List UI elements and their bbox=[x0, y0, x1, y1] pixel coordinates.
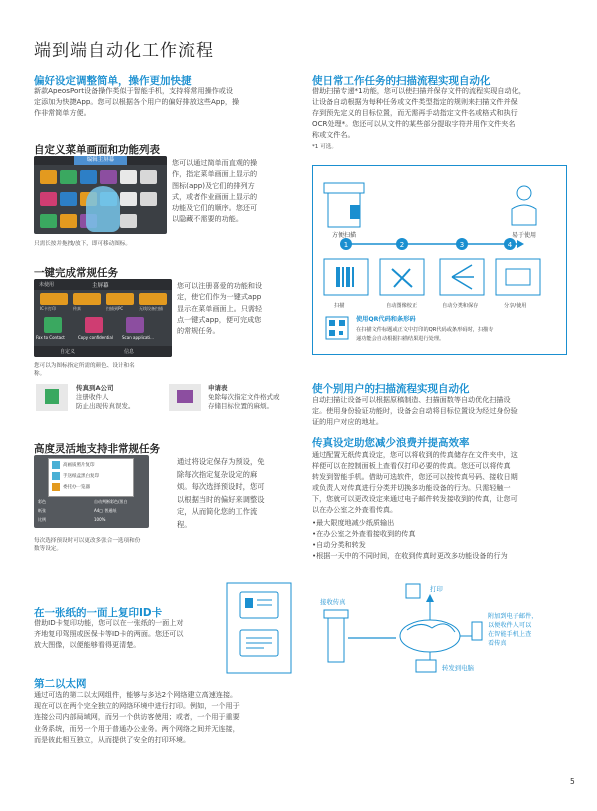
scan-flow-diagram bbox=[312, 165, 567, 355]
hand-icon bbox=[86, 186, 120, 232]
one-touch-screenshot: 未使用 主屏幕 IC卡打印 传真 扫描到PC 无线设备扫描 Fax to Contact Copy confidential Scan applicati... 自定义 信息 bbox=[34, 279, 172, 357]
text-fax: 通过配置无纸传真设定，您可以将收到的传真储存在文件夹中，这 样便可以在控制面板上查看仅打印必要的传真。您还可以将传真 转发到智能手机。借助可选软件，您还可以按传真号码、接收日期 或负责人对传真进行分类并切换多功能设备的行为。只需轻触一 下，您就可以更改设定来通过电子邮件转发接收到的传真，让您可 以在办公室之外查看传真。 bbox=[312, 450, 518, 515]
fax-bullets: •最大限度地减少纸质输出 •在办公室之外查看接收到的传真 •自动分类和转发 •根据一天中的不同时间，在收到传真时更改多功能设备的行为 bbox=[312, 518, 508, 561]
heading-user-scan: 使个别用户的扫描流程实现自动化 bbox=[312, 383, 470, 395]
presets-screenshot: 高画质照片复印 手送纸盒黑白复印 委托办一览器 彩色 自动判断彩色/黑白 纸张 A4□ 普通纸 比例 100% bbox=[34, 455, 149, 528]
text-one-touch: 您可以注册喜爱的功能和设 定，使它们作为一键式app 显示在菜单画面上。只需轻 点一键式app，便可完成您 的常规任务。 bbox=[177, 281, 263, 336]
heading-preferences: 偏好设定调整简单，操作更加快捷 bbox=[34, 75, 192, 87]
id-card-illustration bbox=[226, 582, 292, 674]
page-title: 端到端自动化工作流程 bbox=[34, 41, 214, 61]
text-user-scan: 自动扫描让设备可以根据原稿制造、扫描面数等自动优化扫描设 定。使用身份验证功能时，设备会自动将目标位置设为经过身份验 证的用户对应的地址。 bbox=[312, 395, 518, 427]
screen-title: 编辑主屏幕 bbox=[74, 156, 127, 165]
heading-presets: 高度灵活地支持非常规任务 bbox=[34, 443, 160, 455]
fax-email-4: 看传真 bbox=[488, 640, 507, 647]
step-label-3: 自动分类和保存 bbox=[442, 303, 479, 309]
fax-flow-diagram bbox=[312, 578, 552, 676]
form-app-icon bbox=[169, 384, 201, 411]
preset-list: 高画质照片复印 手送纸盒黑白复印 委托办一览器 bbox=[48, 458, 134, 497]
diag-label-left: 方便扫描 bbox=[331, 232, 357, 239]
text-preferences: 新款ApeosPort设备操作类似于智能手机，支持将常用操作或设 定添加为快捷App。您可以根据各个用户的偏好排放这些App，操 作非常简单方便。 bbox=[34, 86, 240, 118]
text-id-copy: 借助ID卡复印功能，您可以在一张纸的一面上对 齐地复印驾照或医保卡等ID卡的两面。您还可以 放大图像，以便能够看得更清楚。 bbox=[34, 618, 184, 650]
heading-fax: 传真设定助您减少浪费并提高效率 bbox=[312, 437, 470, 449]
heading-id-copy: 在一张纸的一面上复印ID卡 bbox=[34, 607, 163, 619]
qr-title: 使用QR代码和条形码 bbox=[356, 316, 416, 323]
footnote: *1 可选。 bbox=[312, 144, 337, 150]
text-ethernet: 通过可选的第二以太网组件，能够与多达2个网络建立高速连接。 现在可以在两个完全独立的网络环境中进行打印。例如，一个用于 连接公司内部局域网，而另一个供访客使用；或者，一个用于重要 业务系统，而另一个用于普通办公业务。两个网络之间并无连接， 而是彼此相互独立，从而提供了安全的打印环境。 bbox=[34, 690, 240, 744]
caption-presets: 每次选择预设时可以更改多张合一选项和份 数等设定。 bbox=[34, 538, 141, 552]
heading-ethernet: 第二以太网 bbox=[34, 678, 87, 690]
text-scan-automation: 借助扫描专递*1功能，您可以使扫描并保存文件的流程实现自动化， 让设备自动根据为每种任务或文件类型指定的规则来扫描文件并保 存到预先定义的目标位置，而无需再手动指定文件名或格式和执行 OCR处理*。您还可以从文件的某些部分提取字符并用作文件夹名 称或文件名。 bbox=[312, 86, 526, 140]
fax-email-2: 以便收件人可以 bbox=[488, 622, 532, 629]
text-presets: 通过将设定保存为预设，免 除每次指定复杂设定的麻 烦。每次选择预设时，您可 以根据当时的偏好来调整设 定，从而简化您的工作流 程。 bbox=[177, 457, 265, 529]
fax-app-desc: 传真到A公司 注册收件人 防止出现传真误发。 bbox=[76, 384, 135, 410]
caption-custom-menu: 只需长按并拖拽/放下，即可移动图标。 bbox=[34, 241, 131, 247]
step-1: 1 bbox=[343, 241, 349, 249]
fax-print-label: 打印 bbox=[430, 585, 443, 593]
heading-scan-automation: 使日常工作任务的扫描流程实现自动化 bbox=[312, 75, 491, 87]
qr-line-1: 在扫描文件标题或正文中打印的QR代码或条形码时，扫描专 bbox=[356, 327, 494, 333]
page-number: 5 bbox=[570, 777, 575, 786]
heading-custom-menu: 自定义菜单画面和功能列表 bbox=[34, 144, 160, 156]
qr-line-2: 递功能会自动根据扫描结果进行处理。 bbox=[356, 336, 445, 342]
step-label-4: 分享/使用 bbox=[504, 303, 527, 309]
form-app-desc: 申请表 免除每次指定文件格式或 存储目标位置的麻烦。 bbox=[208, 384, 280, 410]
step-4: 4 bbox=[507, 241, 513, 249]
fax-email-1: 附加到电子邮件， bbox=[488, 613, 538, 620]
custom-menu-screenshot bbox=[34, 156, 167, 234]
text-custom-menu: 您可以通过简单而直观的操 作，指定菜单画面上显示的 图标(app)及它们的排列方 式，或者作业画面上显示的 功能及它们的顺序。您还可 以隐藏不需要的功能。 bbox=[172, 158, 258, 224]
caption-one-touch: 您可以为图标指定所需的颜色、设计和名 称。 bbox=[34, 363, 135, 377]
heading-one-touch: 一键完成常规任务 bbox=[34, 267, 118, 279]
step-label-1: 扫描 bbox=[334, 303, 345, 309]
step-2: 2 bbox=[399, 241, 405, 249]
fax-pc-label: 转发到电脑 bbox=[442, 664, 474, 672]
fax-app-icon bbox=[36, 384, 68, 411]
diag-label-right: 易于使用 bbox=[511, 232, 537, 239]
fax-email-3: 在智能手机上查 bbox=[488, 631, 532, 638]
step-label-2: 自动图像校正 bbox=[386, 303, 418, 309]
step-3: 3 bbox=[459, 241, 465, 249]
fax-recv-label: 接收传真 bbox=[320, 598, 346, 606]
